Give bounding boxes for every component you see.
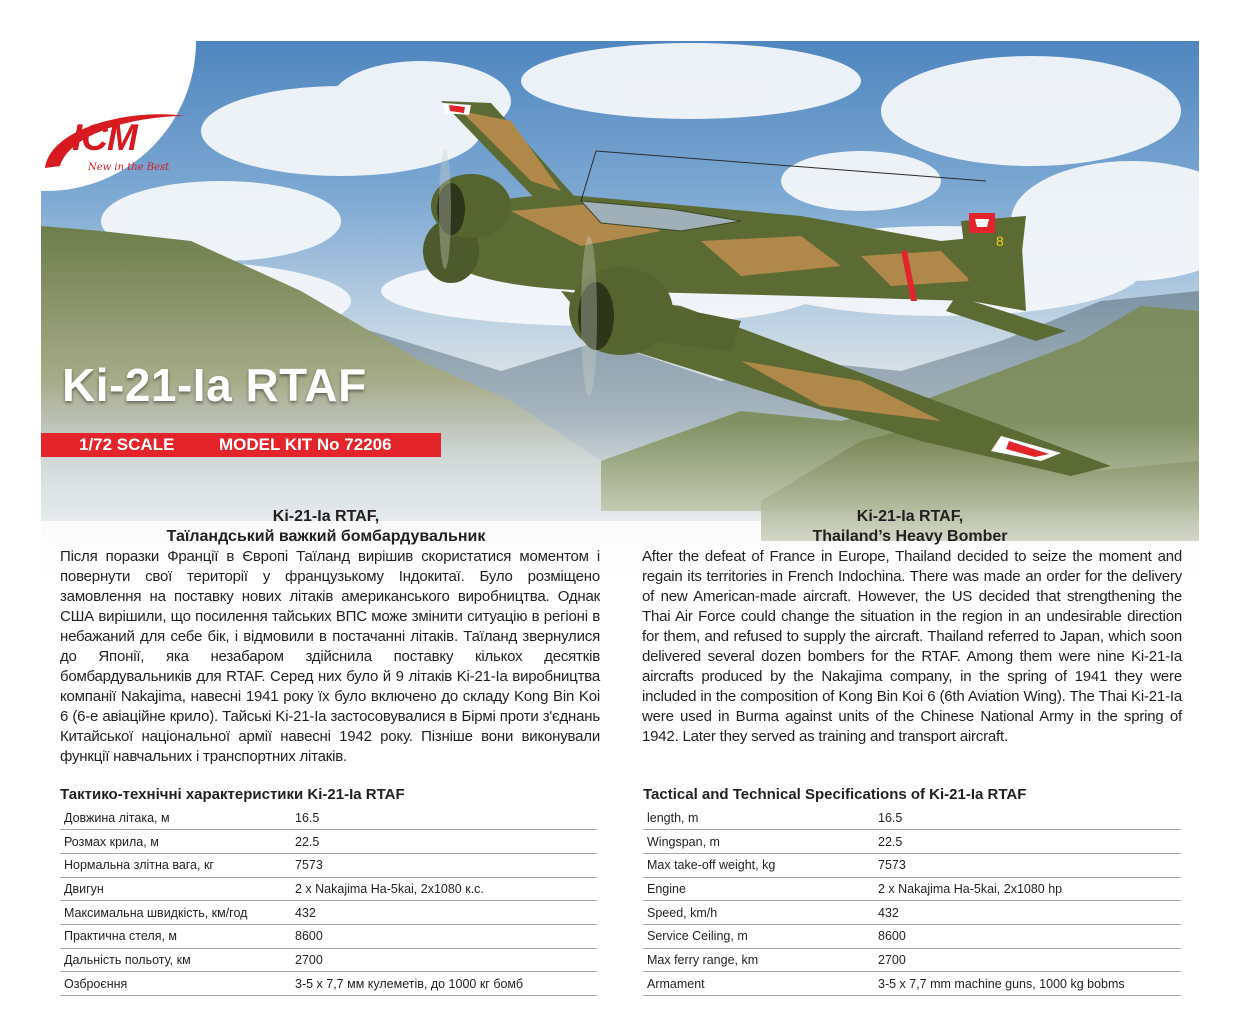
ua-heading-line1: Ki-21-Ia RTAF, [272,508,380,525]
en-heading [640,507,1180,547]
spec-label: Service Ceiling, m [643,924,874,948]
spec-label: Armament [643,972,874,996]
spec-label: Максимальна швидкість, км/год [60,901,291,925]
table-row [643,806,1181,830]
spec-value: 3-5 x 7,7 mm machine guns, 1000 kg bobms [874,972,1181,996]
spec-value: 16.5 [874,806,1181,830]
spec-value: 432 [291,901,597,925]
spec-value: 3-5 x 7,7 мм кулеметів, до 1000 кг бомб [291,972,597,996]
spec-value: 2700 [874,948,1181,972]
table-row [643,924,1181,948]
spec-label: Max ferry range, km [643,948,874,972]
table-row [643,901,1181,925]
en-heading-line2: Thailand’s Heavy Bomber [812,528,1008,545]
table-row [60,877,597,901]
page-title: Ki-21-Ia RTAF [62,359,367,411]
spec-value: 432 [874,901,1181,925]
spec-value: 16.5 [291,806,597,830]
ua-heading [56,507,596,547]
spec-label: Wingspan, m [643,830,874,854]
spec-label: Engine [643,877,874,901]
ua-description: Після поразки Франції в Європі Таїланд вирішив скористатися моментом і повернути свої території у французькому Індокитаї. Було розміщено замовлення на поставку нових літаків американського виробництва. Однак США вирішили, що посилення тайських ВПС може змінити ситуацію в регіоні в небажаний для себе бік, і відмовили в постачанні літаків. Таїланд звернулися до Японії, яка незабаром здійснила поставку кількох десятків бомбардувальників для RTAF. Серед них було й 9 літаків Ki-21-Ia виробництва компанії Nakajima, навесні 1941 року їх було включено до складу Kong Bin Koi 6 (6-е авіаційне крило). Тайські Ki-21-Ia застосовувалися в Бірмі проти з'єднань Китайської національної армії навесні 1942 року. Пізніше вони виконували функції навчальних і транспортних літаків. [60,548,600,765]
table-row [60,972,597,996]
spec-value: 2 x Nakajima Ha-5kai, 2х1080 hp [874,877,1181,901]
ua-spec-title: Тактико-технічні характеристики Ki-21-Ia RTAF [60,786,405,803]
table-row [643,948,1181,972]
scale-label: 1/72 SCALE [79,435,175,454]
brand-tagline: New in the Best [88,162,170,173]
en-spec-table [643,806,1181,996]
spec-label: Нормальна злітна вага, кг [60,853,291,877]
en-heading-line1: Ki-21-Ia RTAF, [856,508,964,525]
table-row [60,924,597,948]
table-row [643,853,1181,877]
table-row [60,806,597,830]
spec-label: Max take-off weight, kg [643,853,874,877]
spec-value: 22.5 [291,830,597,854]
spec-value: 2 x Nakajima Ha-5kai, 2х1080 к.с. [291,877,597,901]
spec-label: Speed, km/h [643,901,874,925]
spec-label: Двигун [60,877,291,901]
table-row [60,948,597,972]
spec-value: 7573 [291,853,597,877]
table-row [60,830,597,854]
table-row [60,853,597,877]
table-row [643,877,1181,901]
kit-number-label: MODEL KIT No 72206 [219,435,392,454]
spec-value: 8600 [291,924,597,948]
spec-label: Озброєння [60,972,291,996]
ua-heading-line2: Таїландський важкий бомбардувальник [166,528,486,545]
spec-value: 7573 [874,853,1181,877]
spec-label: Практична стеля, м [60,924,291,948]
spec-label: Розмах крила, м [60,830,291,854]
spec-value: 8600 [874,924,1181,948]
spec-label: length, m [643,806,874,830]
spec-label: Дальність польоту, км [60,948,291,972]
ua-spec-table [60,806,597,996]
spec-label: Довжина літака, м [60,806,291,830]
tail-number: 8 [996,233,1004,249]
brand-logo: ICM [72,117,137,158]
table-row [643,972,1181,996]
en-spec-title: Tactical and Technical Specifications of Ki-21-Ia RTAF [643,786,1027,803]
table-row [643,830,1181,854]
en-description: After the defeat of France in Europe, Thailand decided to seize the moment and regain its territories in French Indochina. There was made an order for the delivery of new American-made aircraft. However, the US decided that strengthening the Thai Air Force could change the situation in the region in an undesirable direction for them, and refused to supply the aircraft. Thailand referred to Japan, which soon delivered several dozen bombers for the RTAF. Among them were nine Ki-21-Ia aircrafts produced by the Nakajima company, in the spring of 1941 they were included in the composition of Kong Bin Koi 6 (6th Aviation Wing). The Thai Ki-21-Ia were used in Burma against units of the Chinese National Army in the spring of 1942. Later they served as training and transport aircraft. [642,548,1182,745]
table-row [60,901,597,925]
spec-value: 22.5 [874,830,1181,854]
spec-value: 2700 [291,948,597,972]
